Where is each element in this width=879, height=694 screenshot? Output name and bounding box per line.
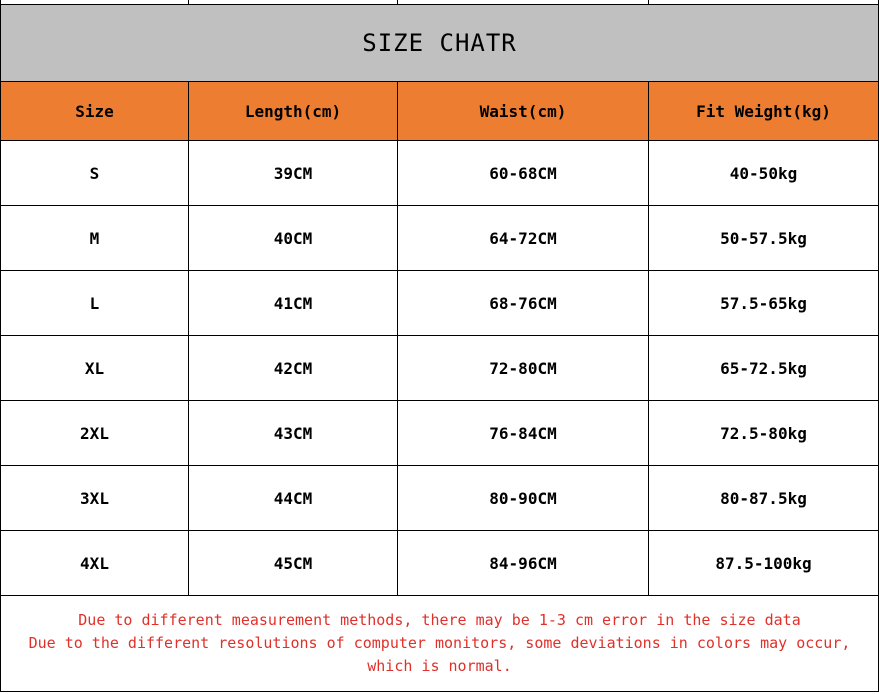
cell-size: XL (1, 336, 189, 401)
cell-fit-weight: 80-87.5kg (649, 466, 879, 531)
cell-size: 3XL (1, 466, 189, 531)
cell-size: 2XL (1, 401, 189, 466)
header-waist: Waist(cm) (398, 82, 649, 141)
header-row (1, 82, 879, 141)
cell-waist: 68-76CM (398, 271, 649, 336)
cell-length: 41CM (189, 271, 398, 336)
cell-waist: 80-90CM (398, 466, 649, 531)
cell-length: 40CM (189, 206, 398, 271)
header-size: Size (1, 82, 189, 141)
note-line-normal: which is normal. (367, 657, 512, 675)
cell-length: 42CM (189, 336, 398, 401)
chart-title: SIZE CHATR (1, 5, 879, 82)
cell-fit-weight: 40-50kg (649, 141, 879, 206)
cell-size: S (1, 141, 189, 206)
cell-length: 39CM (189, 141, 398, 206)
cell-size: 4XL (1, 531, 189, 596)
header-fit-weight: Fit Weight(kg) (649, 82, 879, 141)
note-row (1, 596, 879, 692)
title-row (1, 5, 879, 82)
cell-waist: 72-80CM (398, 336, 649, 401)
disclaimer-note (1, 596, 879, 692)
note-line-measurement: Due to different measurement methods, there may be 1-3 cm error in the size data (78, 611, 801, 629)
cell-waist: 84-96CM (398, 531, 649, 596)
cell-length: 43CM (189, 401, 398, 466)
cell-fit-weight: 72.5-80kg (649, 401, 879, 466)
table-row (1, 336, 879, 401)
cell-length: 44CM (189, 466, 398, 531)
note-line-monitor: Due to the different resolutions of computer monitors, some deviations in colors may occur, (28, 634, 851, 652)
table-row (1, 206, 879, 271)
cell-waist: 76-84CM (398, 401, 649, 466)
table-row (1, 141, 879, 206)
header-length: Length(cm) (189, 82, 398, 141)
cell-size: L (1, 271, 189, 336)
cell-fit-weight: 57.5-65kg (649, 271, 879, 336)
table-row (1, 271, 879, 336)
cell-fit-weight: 65-72.5kg (649, 336, 879, 401)
cell-fit-weight: 50-57.5kg (649, 206, 879, 271)
cell-fit-weight: 87.5-100kg (649, 531, 879, 596)
table-row (1, 401, 879, 466)
cell-waist: 60-68CM (398, 141, 649, 206)
cell-size: M (1, 206, 189, 271)
cell-waist: 64-72CM (398, 206, 649, 271)
table-row (1, 466, 879, 531)
cell-length: 45CM (189, 531, 398, 596)
table-row (1, 531, 879, 596)
